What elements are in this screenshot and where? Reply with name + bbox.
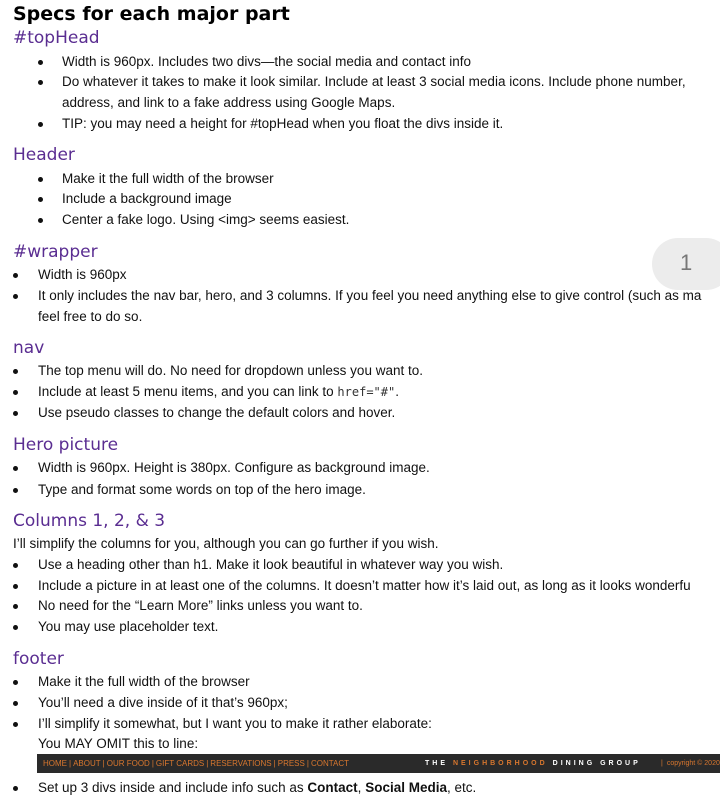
section-heading-header: Header: [13, 145, 75, 165]
bullet-icon: [13, 625, 18, 630]
href-code: href="#": [337, 385, 396, 399]
section-heading-hero: Hero picture: [13, 435, 119, 455]
footer-link-press[interactable]: PRESS: [277, 759, 305, 768]
list-item-continuation: You MAY OMIT this to line:: [38, 736, 199, 751]
footer-copyright: | copyright © 2020: [661, 760, 720, 767]
footer-link-about[interactable]: ABOUT: [73, 759, 101, 768]
section-heading-nav: nav: [13, 338, 45, 358]
bullet-icon: [38, 197, 43, 202]
footer-link-contact[interactable]: CONTACT: [310, 759, 350, 768]
footer-links: HOME | ABOUT | OUR FOOD | GIFT CARDS | RESERVATIONS | PRESS | CONTACT: [43, 759, 350, 768]
footer-brand: THE NEIGHBORHOOD DINING GROUP: [425, 760, 641, 767]
bullet-icon: [38, 60, 43, 65]
bullet-icon: [13, 390, 18, 395]
bullet-icon: [13, 786, 18, 791]
page-number-badge: 1: [652, 238, 720, 290]
columns-intro: I’ll simplify the columns for you, although you can go further if you wish.: [13, 536, 439, 551]
footer-sample-strip: [37, 754, 720, 773]
bullet-icon: [13, 411, 18, 416]
section-heading-wrapper: #wrapper: [13, 242, 98, 262]
section-heading-columns: Columns 1, 2, & 3: [13, 511, 166, 531]
bullet-icon: [38, 122, 43, 127]
bullet-icon: [13, 701, 18, 706]
footer-link-home[interactable]: HOME: [43, 759, 67, 768]
bullet-icon: [38, 218, 43, 223]
page-title: Specs for each major part: [13, 3, 290, 25]
bullet-icon: [13, 722, 18, 727]
bullet-icon: [13, 680, 18, 685]
bullet-icon: [13, 584, 18, 589]
footer-link-gift-cards[interactable]: GIFT CARDS: [155, 759, 205, 768]
bullet-icon: [13, 604, 18, 609]
section-heading-footer: footer: [13, 649, 64, 669]
document-page: Specs for each major part #topHead Width is 960px. Includes two divs—the social media and contact info Do whatever it takes to make it look similar. Include at least 3 social media icons. Include phone number, address, and link to a fake address using Google Maps. TIP: you may need a height for #topHead when you float the divs inside it. Header Make it the full width of the browser Include a background image Center a fake logo. Using <img> seems easiest. #wrapper 1 Width is 960px It only includes the nav bar, hero, and 3 columns. If you feel you need anything else to give control (such as ma feel free to do so. nav The top menu will do. No need for dropdown unless you want to. Include at least 5 menu items, and you can link to href="#". Use pseudo classes to change the default colors and hover. Hero picture Width is 960px. Height is 380px. Configure as background image. Type and format some words on top of the hero image. Columns 1, 2, & 3 I’ll simplify the columns for you, although you can go further if you wish. Use a heading other than h1. Make it look beautiful in whatever way you wish. Include a picture in at least one of the columns. It doesn’t matter how it’s laid out, as long as it looks wonderfu No need for the “Learn More” links unless you want to. You may use placeholder text. footer Make it the full width of the browser You’ll need a dive inside of it that’s 960px; I’ll simplify it somewhat, but I want you to make it rather elaborate: You MAY OMIT this to line: HOME | ABOUT | OUR FOOD | GIFT CARDS | RESERVATIONS | PRESS | CONTACT THE NEIGHBORHOOD DINING GROUP | copyright © 2020 Set up 3 divs inside and include info such as Contact, Social Media, etc.: [0, 0, 720, 804]
list-item-continuation: feel free to do so.: [38, 309, 143, 324]
section-heading-tophead: #topHead: [13, 28, 100, 48]
bullet-icon: [13, 488, 18, 493]
bullet-icon: [13, 294, 18, 299]
bullet-icon: [38, 177, 43, 182]
bullet-icon: [13, 369, 18, 374]
bullet-icon: [13, 563, 18, 568]
bullet-icon: [13, 273, 18, 278]
bullet-icon: [13, 466, 18, 471]
footer-link-our-food[interactable]: OUR FOOD: [106, 759, 150, 768]
footer-link-reservations[interactable]: RESERVATIONS: [210, 759, 272, 768]
bullet-icon: [38, 80, 43, 85]
list-item-continuation: address, and link to a fake address using Google Maps.: [62, 95, 396, 110]
